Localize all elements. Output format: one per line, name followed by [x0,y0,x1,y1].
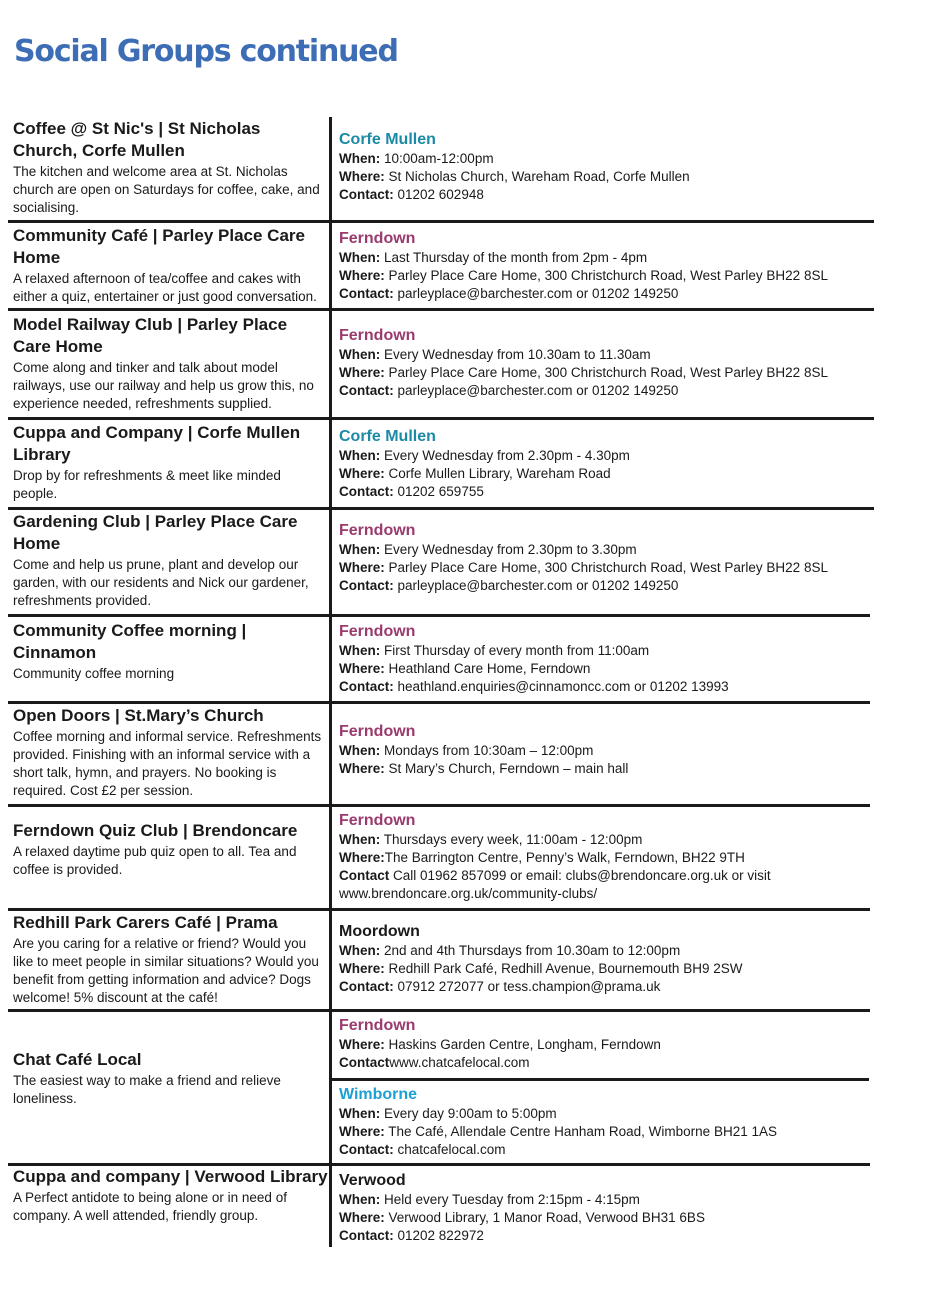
where-value: Redhill Park Café, Redhill Avenue, Bournemouth BH9 2SW [384,961,743,976]
contact-value: parleyplace@barchester.com or 01202 149250 [393,578,679,593]
when-value: Every Wednesday from 10.30am to 11.30am [380,347,651,362]
when-label: When: [339,1106,381,1121]
contact-value: parleyplace@barchester.com or 01202 149250 [393,286,679,301]
where-value: Parley Place Care Home, 300 Christchurch Road, West Parley BH22 8SL [384,268,828,283]
group-details [339,130,919,204]
group-title: Gardening Club | Parley Place Care Home [13,512,298,553]
when-label: When: [339,542,381,557]
contact-label: Contact: [339,979,394,994]
contact-label: Contact: [339,1228,394,1243]
contact-label: Contact [339,868,390,883]
group-description: A relaxed daytime pub quiz open to all. Tea and coffee is provided. [13,844,297,877]
group-description: The easiest way to make a friend and relieve loneliness. [13,1073,281,1106]
group-details [339,326,919,400]
where-label: Where: [339,1037,385,1052]
contact-label: Contact: [339,383,394,398]
group-title: Chat Café Local [13,1050,142,1069]
where-label: Where: [339,466,385,481]
group-location: Wimborne [339,1086,418,1103]
contact-label: Contact: [339,679,394,694]
where-value: Parley Place Care Home, 300 Christchurch Road, West Parley BH22 8SL [384,560,828,575]
group-info [13,118,328,217]
group-info [13,705,328,800]
group-title: Community Café | Parley Place Care Home [13,226,305,267]
row-divider [8,908,870,911]
group-location: Ferndown [339,723,416,740]
when-value: Every day 9:00am to 5:00pm [380,1106,557,1121]
group-description: A relaxed afternoon of tea/coffee and cakes with either a quiz, entertainer or just good conversation. [13,271,317,304]
where-value: Parley Place Care Home, 300 Christchurch Road, West Parley BH22 8SL [384,365,828,380]
group-description: Come along and tinker and talk about model railways, use our railway and help us grow this, no experience needed, refreshments supplied. [13,360,314,411]
group-details-secondary [339,1085,919,1159]
group-description: Coffee morning and informal service. Refreshments provided. Finishing with an informal service with a short talk, hymn, and prayers. No booking is required. Cost £2 per session. [13,729,322,798]
when-label: When: [339,743,381,758]
where-value: Haskins Garden Centre, Longham, Ferndown [384,1037,661,1052]
when-label: When: [339,151,381,166]
contact-value: heathland.enquiries@cinnamoncc.com or 01202 13993 [393,679,729,694]
group-info [13,620,328,683]
where-label: Where: [339,850,385,865]
where-value: The Barrington Centre, Penny’s Walk, Ferndown, BH22 9TH [384,850,745,865]
contact-label: Contact [339,1055,390,1070]
group-description: Drop by for refreshments & meet like minded people. [13,468,281,501]
group-description: Are you caring for a relative or friend? Would you like to meet people in similar situations? Would you benefit from getting information and advice? Dogs welcome! 5% discount at the café! [13,936,319,1005]
group-details [339,427,919,501]
group-details [339,622,919,696]
group-description: Community coffee morning [13,666,175,681]
where-value: St Mary’s Church, Ferndown – main hall [384,761,629,776]
group-info [13,314,328,413]
contact-value-continued: www.brendoncare.org.uk/community-clubs/ [339,886,598,901]
group-info [13,912,328,1007]
where-value: The Café, Allendale Centre Hanham Road, Wimborne BH21 1AS [384,1124,777,1139]
when-value: First Thursday of every month from 11:00am [380,643,650,658]
contact-value: 07912 272077 or tess.champion@prama.uk [393,979,661,994]
when-value: 10:00am-12:00pm [380,151,494,166]
group-location: Moordown [339,923,420,940]
group-location: Verwood [339,1172,406,1189]
group-description: The kitchen and welcome area at St. Nicholas church are open on Saturdays for coffee, cake, and socialising. [13,164,320,215]
contact-label: Contact: [339,578,394,593]
group-description: A Perfect antidote to being alone or in need of company. A well attended, friendly group. [13,1190,287,1223]
where-label: Where: [339,961,385,976]
where-label: Where: [339,661,385,676]
when-label: When: [339,643,381,658]
where-value: Verwood Library, 1 Manor Road, Verwood BH31 6BS [384,1210,705,1225]
contact-value: parleyplace@barchester.com or 01202 149250 [393,383,679,398]
group-title: Cuppa and company | Verwood Library [13,1167,328,1186]
contact-value: 01202 822972 [393,1228,484,1243]
group-location: Ferndown [339,522,416,539]
group-details [339,1016,919,1072]
group-details [339,922,919,996]
group-details [339,521,919,595]
group-location: Ferndown [339,327,416,344]
contact-label: Contact: [339,484,394,499]
group-title: Redhill Park Carers Café | Prama [13,913,278,932]
row-divider [8,507,874,510]
when-label: When: [339,943,381,958]
group-location: Ferndown [339,623,416,640]
row-divider [8,614,870,617]
group-details [339,229,919,303]
group-info [13,511,328,610]
when-label: When: [339,448,381,463]
when-value: Thursdays every week, 11:00am - 12:00pm [380,832,643,847]
when-value: 2nd and 4th Thursdays from 10.30am to 12:00pm [380,943,681,958]
row-divider [8,701,870,704]
row-divider [8,220,874,223]
row-divider [8,417,874,420]
row-divider [331,1078,869,1081]
when-label: When: [339,347,381,362]
contact-value: 01202 659755 [393,484,484,499]
where-label: Where: [339,1124,385,1139]
row-divider [8,804,870,807]
group-location: Ferndown [339,812,416,829]
where-value: St Nicholas Church, Wareham Road, Corfe Mullen [384,169,690,184]
where-label: Where: [339,761,385,776]
group-details [339,722,919,778]
row-divider [8,1009,870,1012]
contact-label: Contact: [339,286,394,301]
group-title: Community Coffee morning | Cinnamon [13,621,247,662]
contact-label: Contact: [339,187,394,202]
group-title: Coffee @ St Nic's | St Nicholas Church, Corfe Mullen [13,119,261,160]
contact-value: 01202 602948 [393,187,484,202]
where-label: Where: [339,268,385,283]
group-location: Corfe Mullen [339,428,436,445]
group-info [13,225,328,306]
group-info [13,820,328,879]
when-label: When: [339,250,381,265]
when-value: Last Thursday of the month from 2pm - 4pm [380,250,648,265]
page-title: Social Groups continued [14,34,398,69]
group-info [13,422,328,503]
group-title: Ferndown Quiz Club | Brendoncare [13,821,298,840]
group-location: Ferndown [339,1017,416,1034]
group-title: Model Railway Club | Parley Place Care Home [13,315,288,356]
group-title: Cuppa and Company | Corfe Mullen Library [13,423,301,464]
group-description: Come and help us prune, plant and develop our garden, with our residents and Nick our gardener, refreshments provided. [13,557,309,608]
contact-value: Call 01962 857099 or email: clubs@brendoncare.org.uk or visit [389,868,771,883]
group-details [339,811,919,903]
where-value: Heathland Care Home, Ferndown [384,661,591,676]
group-location: Corfe Mullen [339,131,436,148]
when-value: Held every Tuesday from 2:15pm - 4:15pm [380,1192,640,1207]
where-value: Corfe Mullen Library, Wareham Road [384,466,611,481]
where-label: Where: [339,1210,385,1225]
when-label: When: [339,832,381,847]
group-details [339,1171,919,1245]
row-divider [8,308,874,311]
contact-label: Contact: [339,1142,394,1157]
group-title: Open Doors | St.Mary’s Church [13,706,264,725]
contact-value: www.chatcafelocal.com [389,1055,530,1070]
contact-value: chatcafelocal.com [393,1142,506,1157]
when-label: When: [339,1192,381,1207]
where-label: Where: [339,169,385,184]
group-location: Ferndown [339,230,416,247]
where-label: Where: [339,560,385,575]
where-label: Where: [339,365,385,380]
when-value: Mondays from 10:30am – 12:00pm [380,743,594,758]
when-value: Every Wednesday from 2.30pm - 4.30pm [380,448,630,463]
group-info [13,1049,328,1108]
when-value: Every Wednesday from 2.30pm to 3.30pm [380,542,637,557]
group-info [13,1166,328,1225]
